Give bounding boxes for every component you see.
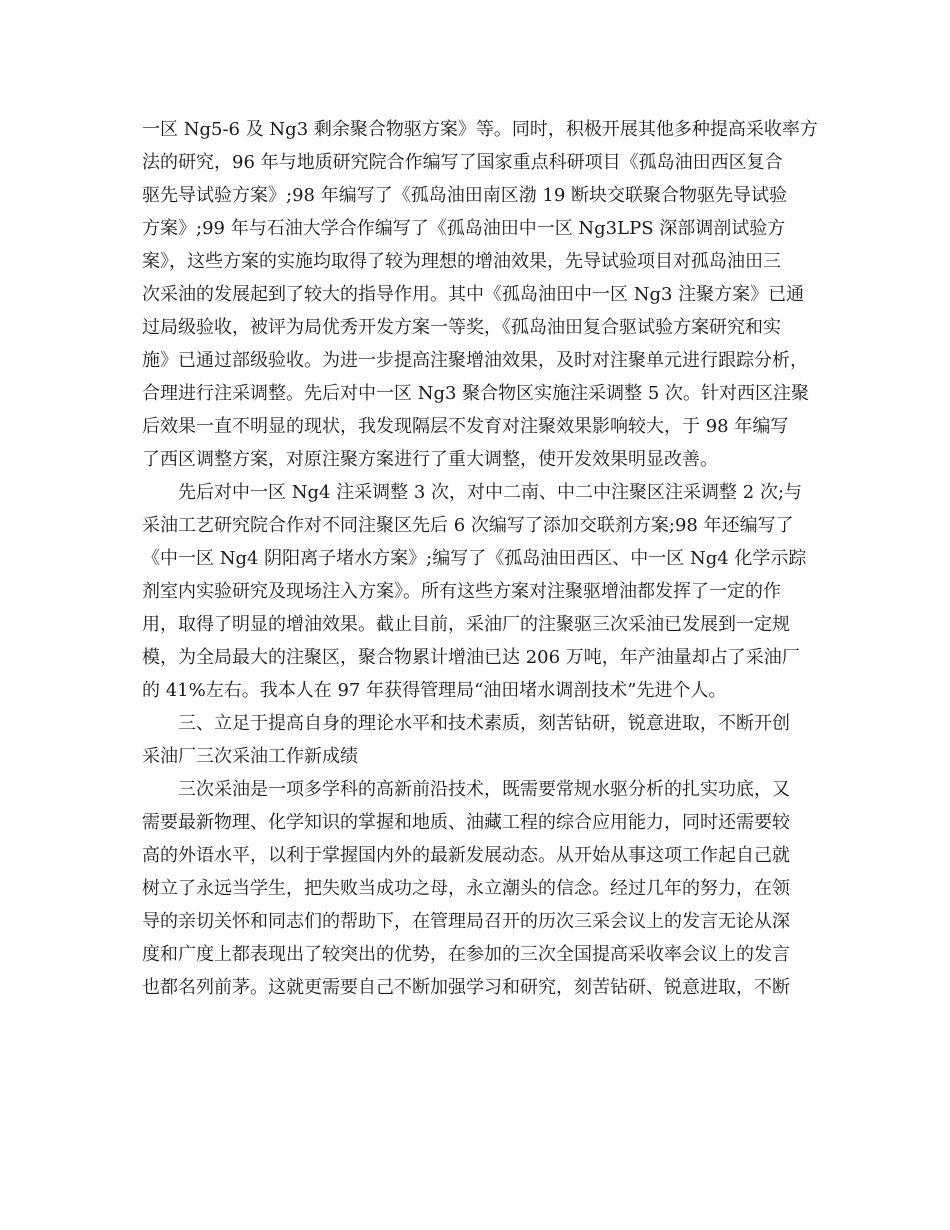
section-heading-line: 采油厂三次采油工作新成绩 [142, 746, 358, 767]
text-line: 度和广度上都表现出了较突出的优势，在参加的三次全国提高采收率会议上的发言 [142, 944, 790, 965]
text-line: 也都名列前茅。这就更需要自己不断加强学习和研究，刻苦钻研、锐意进取，不断 [142, 977, 790, 998]
text-line: 了西区调整方案，对原注聚方案进行了重大调整，使开发效果明显改善。 [142, 449, 718, 470]
text-line: 树立了永远当学生，把失败当成功之母，永立潮头的信念。经过几年的努力，在领 [142, 878, 790, 899]
text-line: 的 41%左右。我本人在 97 年获得管理局“油田堵水调剖技术”先进个人。 [142, 680, 727, 701]
text-line: 剂室内实验研究及现场注入方案》。所有这些方案对注聚驱增油都发挥了一定的作 [142, 581, 781, 602]
text-line: 次采油的发展起到了较大的指导作用。其中《孤岛油田中一区 Ng3 注聚方案》已通 [142, 284, 805, 305]
text-line: 法的研究，96 年与地质研究院合作编写了国家重点科研项目《孤岛油田西区复合 [142, 152, 783, 173]
text-line: 先后对中一区 Ng4 注采调整 3 次，对中二南、中二中注聚区注采调整 2 次;与 [142, 482, 803, 503]
text-line: 后效果一直不明显的现状，我发现隔层不发育对注聚效果影响较大，于 98 年编写 [142, 416, 789, 437]
text-line: 施》已通过部级验收。为进一步提高注聚增油效果，及时对注聚单元进行跟踪分析， [142, 350, 808, 371]
document-body [142, 113, 822, 1004]
section-heading-line: 三、立足于提高自身的理论水平和技术素质，刻苦钻研，锐意进取，不断开创 [142, 713, 790, 734]
text-line: 过局级验收，被评为局优秀开发方案一等奖，《孤岛油田复合驱试验方案研究和实 [142, 317, 781, 338]
text-line: 案》，这些方案的实施均取得了较为理想的增油效果，先导试验项目对孤岛油田三 [142, 251, 781, 272]
text-line: 合理进行注采调整。先后对中一区 Ng3 聚合物区实施注采调整 5 次。针对西区注聚 [142, 383, 810, 404]
text-line: 采油工艺研究院合作对不同注聚区先后 6 次编写了添加交联剂方案;98 年还编写了 [142, 515, 794, 536]
text-line: 驱先导试验方案》;98 年编写了《孤岛油田南区渤 19 断块交联聚合物驱先导试验 [142, 185, 788, 206]
text-line: 《中一区 Ng4 阴阳离子堵水方案》;编写了《孤岛油田西区、中一区 Ng4 化学示踪 [142, 548, 807, 569]
text-line: 用，取得了明显的增油效果。截止目前，采油厂的注聚驱三次采油已发展到一定规 [142, 614, 790, 635]
text-line: 模，为全局最大的注聚区，聚合物累计增油已达 206 万吨，年产油量却占了采油厂 [142, 647, 800, 668]
text-line: 方案》;99 年与石油大学合作编写了《孤岛油田中一区 Ng3LPS 深部调剖试验方 [142, 218, 786, 239]
text-line: 高的外语水平，以利于掌握国内外的最新发展动态。从开始从事这项工作起自己就 [142, 845, 790, 866]
text-line: 一区 Ng5-6 及 Ng3 剩余聚合物驱方案》等。同时，积极开展其他多种提高采收率方 [142, 119, 818, 140]
text-line: 三次采油是一项多学科的高新前沿技术，既需要常规水驱分析的扎实功底，又 [142, 779, 790, 800]
text-line: 导的亲切关怀和同志们的帮助下，在管理局召开的历次三采会议上的发言无论从深 [142, 911, 790, 932]
text-line: 需要最新物理、化学知识的掌握和地质、油藏工程的综合应用能力，同时还需要较 [142, 812, 790, 833]
